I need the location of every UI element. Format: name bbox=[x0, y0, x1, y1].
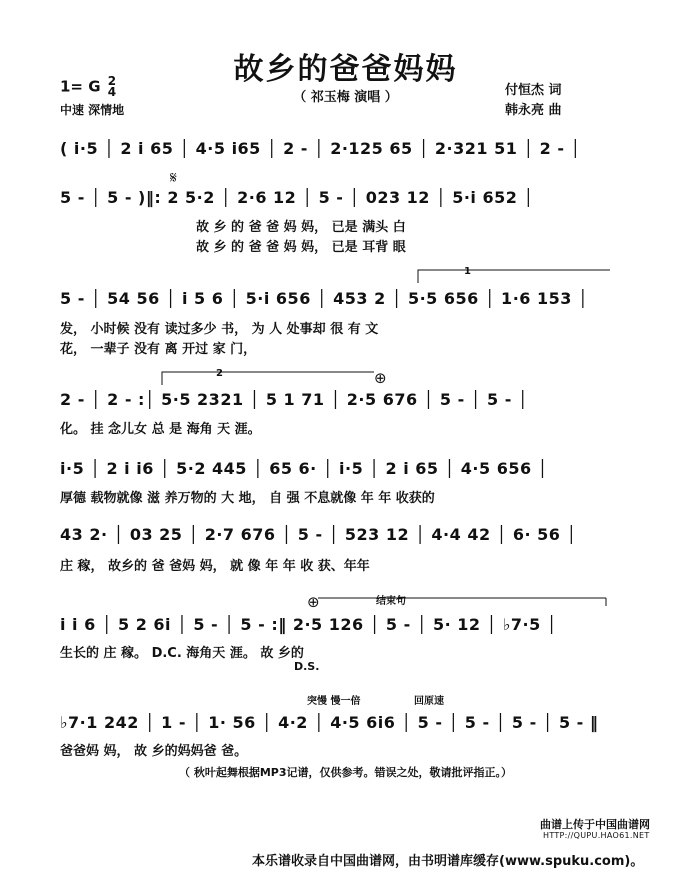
score-title: 故乡的爸爸妈妈 bbox=[233, 52, 458, 87]
lyrics-row-3-verse-1: 发， 小时候 没有 读过多少 书， 为 人 处事却 很 有 文 bbox=[60, 322, 379, 337]
volta-2-number: 2 bbox=[216, 368, 223, 379]
upload-notice: 曲谱上传于中国曲谱网 bbox=[540, 818, 650, 831]
composer-credit: 韩永亮 曲 bbox=[505, 103, 562, 118]
lyricist-credit: 付恒杰 词 bbox=[505, 83, 562, 98]
lyrics-row-6: 庄 稼， 故乡的 爸 爸妈 妈， 就 像 年 年 收 获、年年 bbox=[60, 559, 370, 574]
ending-label: 结束句 bbox=[376, 596, 406, 607]
notation-row-2: 5 - │ 5 - )‖: 2 5·2 │ 2·6 12 │ 5 - │ 023 12 │ 5·i 652 │ bbox=[60, 188, 534, 207]
volta-2-bracket bbox=[162, 372, 374, 385]
key-signature bbox=[60, 76, 116, 98]
lyrics-row-2-verse-2: 故 乡 的 爸 爸 妈 妈， 已是 耳背 眼 bbox=[196, 240, 406, 255]
time-bottom: 4 bbox=[107, 85, 117, 99]
notation-row-3: 5 - │ 54 56 │ i 5 6 │ 5·i 656 │ 453 2 │ 5·5 656 │ 1·6 153 │ bbox=[60, 289, 589, 308]
a-tempo-marking: 回原速 bbox=[414, 696, 444, 707]
notation-row-1: ( i·5 │ 2 i 65 │ 4·5 i65 │ 2 - │ 2·125 65 │ 2·321 51 │ 2 - │ bbox=[60, 139, 581, 158]
ritardando-marking: 突慢 慢一倍 bbox=[307, 696, 361, 707]
upload-url: HTTP://QUPU.HAO61.NET bbox=[543, 831, 650, 840]
lyrics-row-7: 生长的 庄 稼。 D.C. 海角天 涯。 故 乡的 bbox=[60, 646, 304, 661]
segno-sign: 𝄋 bbox=[170, 168, 177, 187]
notation-row-6: 43 2· │ 03 25 │ 2·7 676 │ 5 - │ 523 12 │ 4·4 42 │ 6· 56 │ bbox=[60, 525, 577, 544]
coda-sign-2: ⊕ bbox=[307, 593, 320, 611]
lyrics-row-4: 化。 挂 念儿女 总 是 海角 天 涯。 bbox=[60, 422, 261, 437]
lyrics-row-5: 厚德 载物就像 滋 养万物的 大 地， 自 强 不息就像 年 年 收获的 bbox=[60, 491, 435, 506]
volta-1-bracket bbox=[418, 270, 610, 283]
notation-row-5: i·5 │ 2 i i6 │ 5·2 445 │ 65 6· │ i·5 │ 2 i 65 │ 4·5 656 │ bbox=[60, 459, 548, 478]
transcriber-note: （ 秋叶起舞根据MP3记谱，仅供参考。错误之处，敬请批评指正。） bbox=[179, 766, 512, 779]
coda-sign-1: ⊕ bbox=[374, 369, 387, 387]
time-signature bbox=[108, 76, 116, 98]
source-notice: 本乐谱收录自中国曲谱网，由书明谱库缓存(www.spuku.com)。 bbox=[252, 854, 644, 869]
notation-row-7: i i 6 │ 5 2 6i │ 5 - │ 5 - :‖ 2·5 126 │ 5 - │ 5· 12 │ ♭7·5 │ bbox=[60, 615, 557, 634]
notation-row-8: ♭7·1 242 │ 1 - │ 1· 56 │ 4·2 │ 4·5 6i6 │ 5 - │ 5 - │ 5 - │ 5 - ‖ bbox=[60, 713, 599, 732]
lyrics-row-2-verse-1: 故 乡 的 爸 爸 妈 妈， 已是 满头 白 bbox=[196, 220, 406, 235]
lyrics-row-8: 爸爸妈 妈， 故 乡的妈妈爸 爸。 bbox=[60, 744, 248, 759]
notation-row-4: 2 - │ 2 - :│ 5·5 2321 │ 5 1 71 │ 2·5 676 │ 5 - │ 5 - │ bbox=[60, 390, 529, 409]
ds-marking: D.S. bbox=[294, 660, 320, 673]
time-top: 2 bbox=[107, 74, 117, 88]
key-text: 1= G bbox=[60, 77, 101, 96]
singer-credit: （ 祁玉梅 演唱 ） bbox=[293, 90, 398, 105]
volta-1-number: 1 bbox=[464, 266, 471, 277]
lyrics-row-3-verse-2: 花， 一辈子 没有 离 开过 家 门， bbox=[60, 342, 257, 357]
tempo-marking: 中速 深情地 bbox=[60, 103, 125, 117]
